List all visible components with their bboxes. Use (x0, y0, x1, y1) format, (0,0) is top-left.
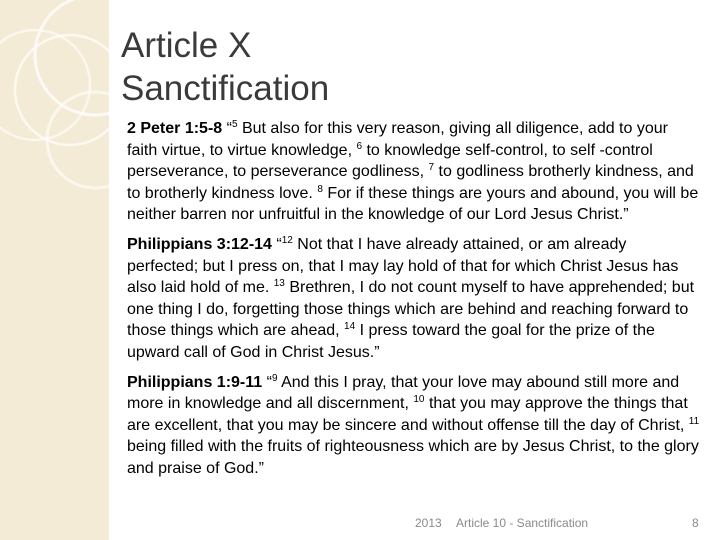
verse-number: 7 (428, 162, 435, 174)
verse-number: 13 (273, 278, 285, 290)
scripture-passage (127, 118, 700, 226)
verse-number: 14 (344, 321, 356, 333)
scripture-content (127, 118, 700, 488)
title-line-2: Sanctification (121, 69, 330, 108)
verse-text: that you may approve the things that are excellent, that you may be sincere and without offense till the day of Christ, (127, 395, 689, 434)
footer-date: 2013 (415, 516, 442, 530)
verse-number: 6 (356, 140, 363, 152)
verse-text: And this I pray, that your love may abound still more and more in knowledge and all discernment, (127, 373, 680, 413)
slide-title (121, 24, 681, 110)
scripture-reference: 2 Peter 1:5-8 (127, 120, 223, 137)
scripture-passage (127, 372, 700, 480)
verse-text: “ (222, 120, 232, 137)
verse-text: For if these things are yours and abound, you will be neither barren nor unfruitful in the knowledge of our Lord Jesus Christ.” (127, 184, 699, 224)
verse-text: “ (262, 373, 272, 391)
verse-number: 5 (231, 119, 238, 130)
verse-number: 11 (688, 415, 700, 427)
decorative-circles (0, 0, 109, 540)
scripture-reference: Philippians 3:12-14 (127, 235, 272, 253)
slide-number: 8 (692, 516, 699, 530)
verse-text: to godliness brotherly kindness, and to brotherly kindness love. (127, 163, 694, 202)
verse-text: to knowledge self-control, to self -control perseverance, to perseverance godliness, (127, 141, 653, 181)
verse-number: 9 (271, 372, 278, 384)
scripture-reference: Philippians 1:9-11 (127, 373, 263, 391)
decorative-side-band (0, 0, 109, 540)
verse-text: But also for this very reason, giving all diligence, add to your faith virtue, to virtue knowledge, (127, 120, 668, 159)
verse-text: being filled with the fruits of righteousness which are by Jesus Christ, to the glory and praise of God.” (127, 438, 699, 477)
verse-number: 10 (413, 394, 425, 406)
footer-text: Article 10 - Sanctification (456, 516, 589, 530)
scripture-passage (127, 234, 700, 364)
verse-text: I press toward the goal for the prize of the upward call of God in Christ Jesus.” (127, 322, 655, 361)
title-line-1: Article X (121, 26, 252, 65)
verse-text: “ (271, 235, 282, 253)
verse-number: 8 (317, 183, 323, 195)
verse-text: Not that I have already attained, or am already perfected; but I press on, that I may lay hold of that for which Christ Jesus has also laid hold of me. (127, 235, 679, 297)
verse-text: Brethren, I do not count myself to have apprehended; but one thing I do, forgetting those things which are behind and reaching forward to those things which are ahead, (127, 279, 695, 340)
verse-number: 12 (281, 234, 293, 246)
